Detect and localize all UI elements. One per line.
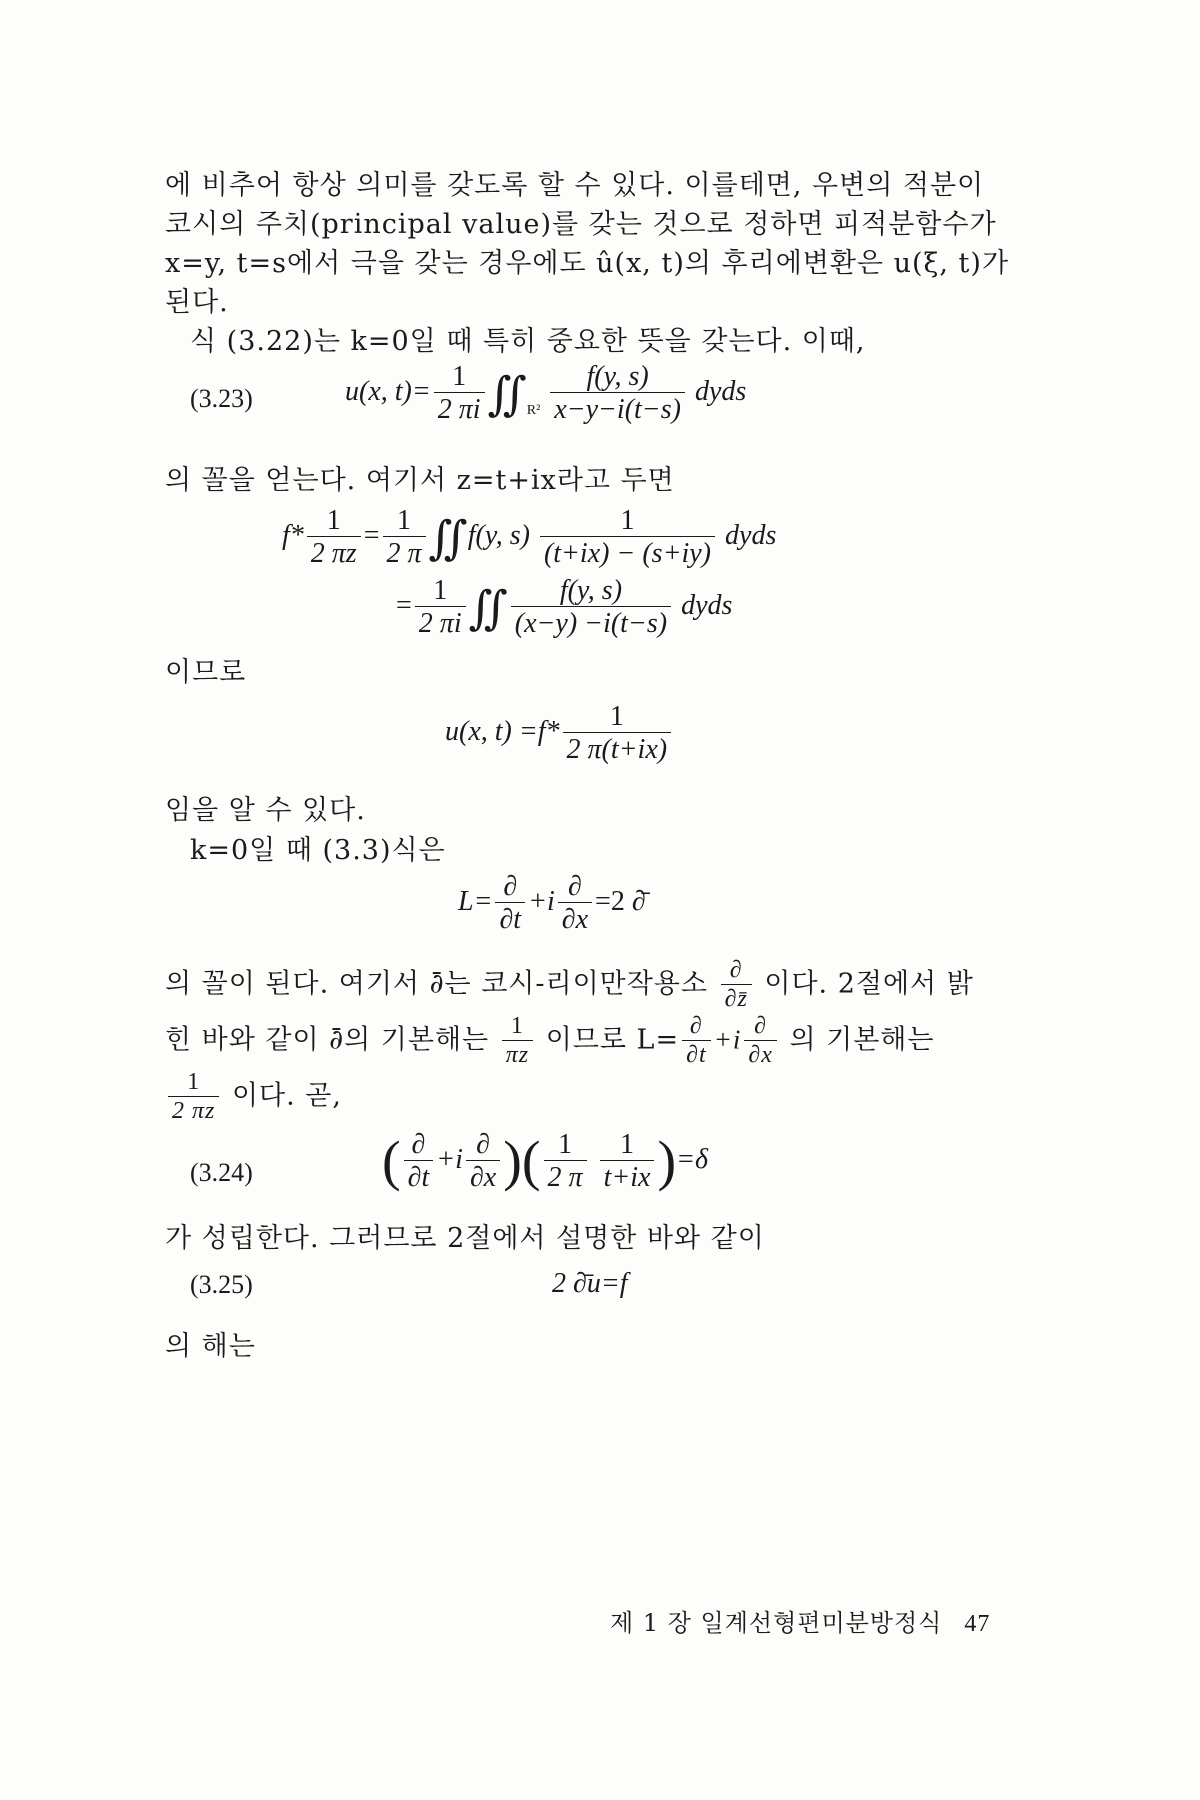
text-line: 이므로 xyxy=(165,657,247,688)
eq-lhs: f* xyxy=(282,519,304,551)
text-line xyxy=(165,958,974,1012)
equation-number: (3.23) xyxy=(190,384,253,413)
fraction-denominator: ∂t xyxy=(404,1160,434,1192)
text-segment: 이다. 곧, xyxy=(231,1080,342,1112)
fraction-numerator: f(y, s) xyxy=(586,361,649,392)
eq-lhs: u(x, t) =f* xyxy=(445,715,560,747)
fraction-denominator: x−y−i(t−s) xyxy=(550,392,685,424)
fraction-denominator: 2 π xyxy=(383,536,426,568)
fraction-denominator: ∂t xyxy=(495,902,525,934)
fraction-denominator: t+ix xyxy=(600,1160,655,1192)
double-integral-icon: ∬ xyxy=(428,510,468,565)
equals-sign: = xyxy=(396,589,412,621)
text-line: 식 (3.22)는 k=0일 때 특히 중요한 뜻을 갖는다. 이때, xyxy=(190,326,866,357)
text-line: 가 성립한다. 그러므로 2절에서 설명한 바와 같이 xyxy=(165,1223,765,1254)
text-line: 코시의 주치(principal value)를 갖는 것으로 정하면 피적분함수가 xyxy=(165,209,997,240)
fraction-denominator: ∂t xyxy=(682,1040,711,1068)
fraction-numerator: 1 xyxy=(510,1013,524,1039)
equation-u-convolution xyxy=(445,702,674,765)
page-number: 47 xyxy=(964,1611,991,1637)
left-paren: ( xyxy=(382,1130,401,1193)
fraction-denominator: ∂z̄ xyxy=(721,984,752,1012)
fraction-numerator: ∂ xyxy=(411,1129,426,1160)
equation-L-operator xyxy=(458,872,646,935)
fraction-denominator: (t+ix) − (s+iy) xyxy=(540,536,715,568)
text-line xyxy=(165,1070,342,1124)
fraction-numerator: 1 xyxy=(620,505,635,536)
running-footer xyxy=(610,1603,990,1638)
fraction-numerator: 1 xyxy=(452,361,467,392)
fraction-denominator: ∂x xyxy=(558,902,592,934)
fraction-denominator: 2 πz xyxy=(307,536,361,568)
fraction-numerator: ∂ xyxy=(729,957,743,983)
fraction xyxy=(434,362,485,425)
integral-domain: R² xyxy=(526,402,541,418)
differential: dyds xyxy=(681,589,733,621)
fraction xyxy=(600,1130,655,1193)
fraction-numerator: 1 xyxy=(433,575,448,606)
fraction xyxy=(563,702,672,765)
differential: dyds xyxy=(725,519,777,551)
right-paren: ) xyxy=(657,1130,677,1193)
double-integral-icon: ∬ xyxy=(487,366,527,421)
chapter-title: 제 1 장 일계선형편미분방정식 xyxy=(610,1609,943,1637)
text-line: 의 꼴을 얻는다. 여기서 z=t+ix라고 두면 xyxy=(165,465,675,496)
fraction-numerator: 1 xyxy=(187,1069,201,1095)
fraction-numerator: ∂ xyxy=(503,871,518,902)
text-line xyxy=(165,1014,934,1068)
equation-number: (3.25) xyxy=(190,1270,253,1299)
fraction-numerator: ∂ xyxy=(754,1013,768,1039)
double-integral-icon: ∬ xyxy=(468,580,508,635)
fraction xyxy=(544,1130,587,1193)
fraction-numerator: 1 xyxy=(620,1129,635,1160)
fraction-numerator: ∂ xyxy=(567,871,582,902)
right-paren: ) xyxy=(503,1130,522,1193)
text-line: 의 해는 xyxy=(165,1331,256,1362)
fraction xyxy=(721,958,752,1012)
fraction xyxy=(383,506,426,569)
fraction xyxy=(168,1070,219,1124)
fraction-numerator: ∂ xyxy=(689,1013,703,1039)
fraction xyxy=(511,576,671,639)
text-segment: 의 꼴이 된다. 여기서 ∂̄는 코시-리이만작용소 xyxy=(165,968,708,1000)
equation-convolution-line1 xyxy=(282,506,776,569)
fraction-denominator: 2 π xyxy=(544,1160,587,1192)
integrand: f(y, s) xyxy=(467,519,530,551)
fraction xyxy=(404,1130,434,1193)
fraction-numerator: 1 xyxy=(558,1129,573,1160)
fraction xyxy=(502,1014,533,1068)
plus-i: +i xyxy=(713,1024,742,1055)
fraction xyxy=(307,506,361,569)
equation-3-23 xyxy=(345,362,746,425)
text-line: 된다. xyxy=(165,287,229,318)
fraction-numerator: f(y, s) xyxy=(559,575,623,606)
fraction xyxy=(495,872,525,935)
plus-i: +i xyxy=(528,885,555,917)
fraction xyxy=(466,1130,500,1193)
text-segment: 의 기본해는 xyxy=(789,1024,935,1056)
fraction xyxy=(682,1014,711,1068)
fraction-denominator: 2 πi xyxy=(415,606,466,638)
eq-rhs: =δ xyxy=(676,1143,709,1175)
eq-rhs: =2 ∂̄ xyxy=(595,885,646,917)
equals-sign: = xyxy=(363,519,380,551)
text-segment: 힌 바와 같이 ∂̄의 기본해는 xyxy=(165,1024,490,1056)
plus-i: +i xyxy=(436,1143,463,1175)
text-line: x=y, t=s에서 극을 갖는 경우에도 û(x, t)의 후리에변환은 u(ξ, t)가 xyxy=(165,248,1010,279)
fraction-numerator: 1 xyxy=(397,505,412,536)
equation-number: (3.24) xyxy=(190,1158,253,1187)
text-line: 임을 알 수 있다. xyxy=(165,795,366,826)
fraction xyxy=(415,576,466,639)
fraction xyxy=(540,506,715,569)
fraction-numerator: 1 xyxy=(326,505,341,536)
text-line: k=0일 때 (3.3)식은 xyxy=(190,835,446,866)
fraction-numerator: 1 xyxy=(609,701,624,732)
fraction-denominator: ∂x xyxy=(744,1040,777,1068)
text-segment: 이므로 L= xyxy=(545,1024,680,1056)
fraction xyxy=(744,1014,777,1068)
fraction-denominator: πz xyxy=(502,1040,533,1068)
fraction-denominator: 2 πi xyxy=(434,392,485,424)
eq-lhs: L= xyxy=(458,885,493,917)
fraction xyxy=(550,362,685,425)
fraction-denominator: 2 πz xyxy=(168,1096,219,1124)
eq-lhs: u(x, t)= xyxy=(345,375,431,407)
fraction-denominator: ∂x xyxy=(466,1160,500,1192)
fraction-denominator: (x−y) −i(t−s) xyxy=(511,606,671,638)
differential: dyds xyxy=(694,375,747,407)
equation-convolution-line2 xyxy=(396,576,732,639)
equation-3-24 xyxy=(382,1130,708,1193)
equation-3-25: 2 ∂̄u=f xyxy=(552,1268,628,1299)
fraction-denominator: 2 π(t+ix) xyxy=(563,732,672,764)
fraction-numerator: ∂ xyxy=(476,1129,491,1160)
text-segment: 이다. 2절에서 밝 xyxy=(764,968,974,1000)
left-paren: ( xyxy=(521,1130,541,1193)
text-line: 에 비추어 항상 의미를 갖도록 할 수 있다. 이를테면, 우변의 적분이 xyxy=(165,170,985,201)
fraction xyxy=(558,872,592,935)
